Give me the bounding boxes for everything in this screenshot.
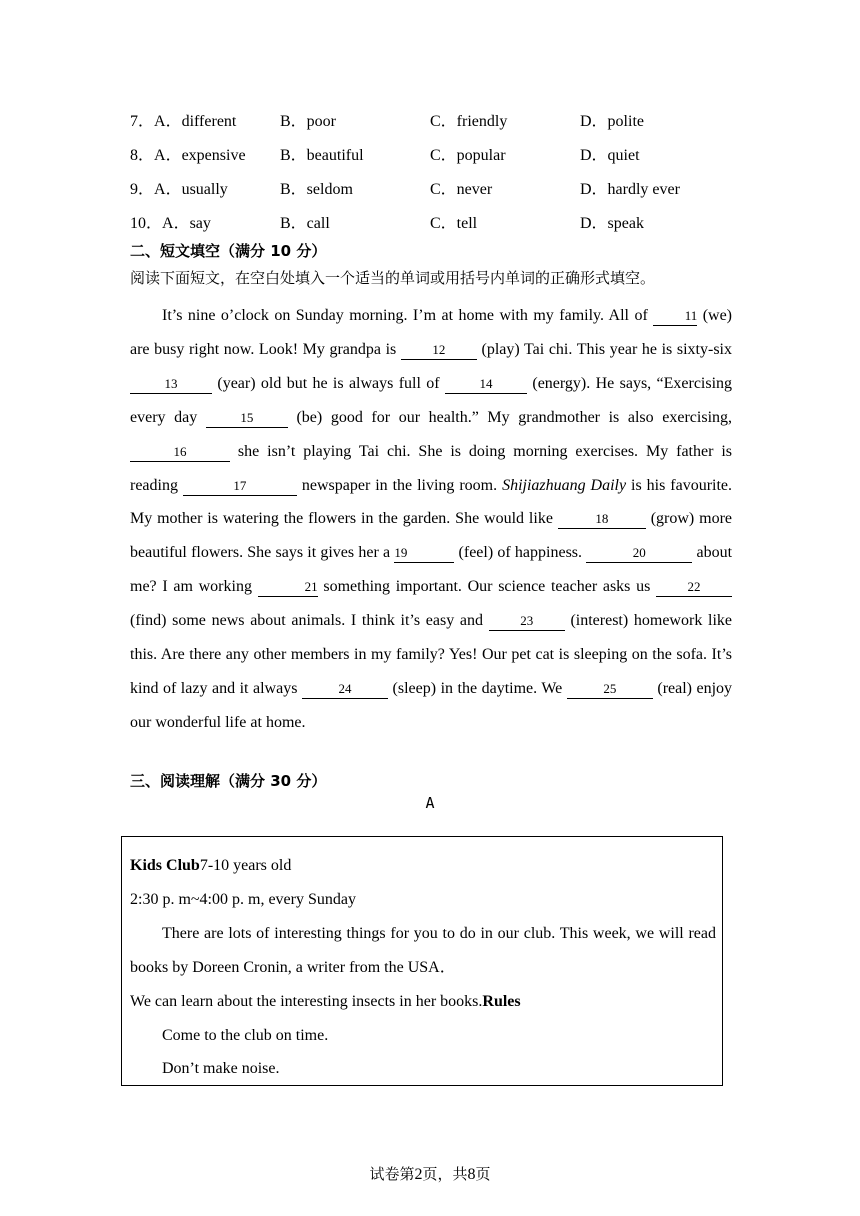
question-8: 8．A．expensive xyxy=(130,147,246,164)
blank-22[interactable]: 22 xyxy=(656,578,732,597)
blank-25[interactable]: 25 xyxy=(567,680,653,699)
rule-item: Don’t make noise. xyxy=(162,1060,280,1078)
blank-12[interactable]: 12 xyxy=(401,341,477,360)
option-d: D．speak xyxy=(580,215,644,232)
choice-row-9 xyxy=(130,178,750,212)
option-b: B．beautiful xyxy=(280,147,364,164)
choice-row-7 xyxy=(130,110,750,144)
option-b: B．poor xyxy=(280,113,337,130)
blank-17[interactable]: 17 xyxy=(183,477,297,496)
notice-heading xyxy=(130,849,716,883)
page-number: 2 xyxy=(414,1166,423,1183)
blank-15[interactable]: 15 xyxy=(206,409,288,428)
blank-24[interactable]: 24 xyxy=(302,680,388,699)
notice-paragraph: There are lots of interesting things for you to do in our club. This week, we will read books by Doreen Cronin, a writer from the USA． xyxy=(130,924,716,976)
rule-item: Come to the club on time. xyxy=(162,1026,329,1044)
option-d: D．hardly ever xyxy=(580,181,680,198)
option-b: B．seldom xyxy=(280,181,353,198)
question-10: 10．A．say xyxy=(130,215,211,232)
section-3-title: 三、阅读理解（满分 30 分） xyxy=(130,772,327,790)
question-7: 7．A．different xyxy=(130,113,237,130)
page-total: 8 xyxy=(467,1166,476,1183)
option-c: C．tell xyxy=(430,215,478,232)
blank-14[interactable]: 14 xyxy=(445,375,527,394)
option-c: C．friendly xyxy=(430,113,508,130)
blank-21[interactable]: 21 xyxy=(258,578,318,597)
blank-13[interactable]: 13 xyxy=(130,375,212,394)
notice-line: We can learn about the interesting insects in her books.Rules xyxy=(130,992,521,1010)
newspaper-title: Shijiazhuang Daily xyxy=(502,476,627,494)
passage-letter: A xyxy=(425,794,435,812)
section-2-instruction: 阅读下面短文，在空白处填入一个适当的单词或用括号内单词的正确形式填空。 xyxy=(130,269,656,287)
option-c: C．never xyxy=(430,181,493,198)
kids-club-notice xyxy=(121,836,723,1086)
question-9: 9．A．usually xyxy=(130,181,228,198)
section-2-title: 二、短文填空（满分 10 分） xyxy=(130,242,327,260)
passage-paragraph: It’s nine o’clock on Sunday morning. I’m at home with my family. All of 11 (we) are busy right now. Look! My grandpa is 12 (play) Tai chi. This year he is sixty-six 13 (year) old but he is always full of 14 (energy). He says, “Exercising every day 15 (be) good for our health.” My grandmother is also exercising, 16 she isn’t playing Tai chi. She is doing morning exercises. My father is reading 17 newspaper in the living room. Shijiazhuang Daily is his favourite. My mother is watering the flowers in the garden. She would like 18 (grow) more beautiful flowers. She says it gives her a 19 (feel) of happiness. 20 about me? I am working 21 something important. Our science teacher asks us 22 (find) some news about animals. I think it’s easy and 23 (interest) homework like this. Are there any other members in my family? Yes! Our pet cat is sleeping on the sofa. It’s kind of lazy and it always 24 (sleep) in the daytime. We 25 (real) enjoy our wonderful life at home. xyxy=(130,307,733,731)
blank-23[interactable]: 23 xyxy=(489,612,565,631)
blank-16[interactable]: 16 xyxy=(130,443,230,462)
option-d: D．quiet xyxy=(580,147,640,164)
option-c: C．popular xyxy=(430,147,506,164)
page-footer: 试卷第2页，共8页 xyxy=(369,1165,491,1183)
choice-row-8 xyxy=(130,144,750,178)
age-range: 7-10 years old xyxy=(199,857,292,874)
notice-content xyxy=(130,849,716,1086)
blank-19[interactable]: 19 xyxy=(394,544,454,563)
blank-18[interactable]: 18 xyxy=(558,510,646,529)
blank-11[interactable]: 11 xyxy=(653,307,697,326)
blank-20[interactable]: 20 xyxy=(586,544,692,563)
option-b: B．call xyxy=(280,215,330,232)
choice-list xyxy=(130,110,750,246)
club-name: Kids Club xyxy=(130,857,200,874)
cloze-passage xyxy=(130,299,732,740)
club-time: 2:30 p. m~4:00 p. m, every Sunday xyxy=(130,890,356,908)
option-d: D．polite xyxy=(580,113,644,130)
rules-label: Rules xyxy=(482,992,521,1010)
